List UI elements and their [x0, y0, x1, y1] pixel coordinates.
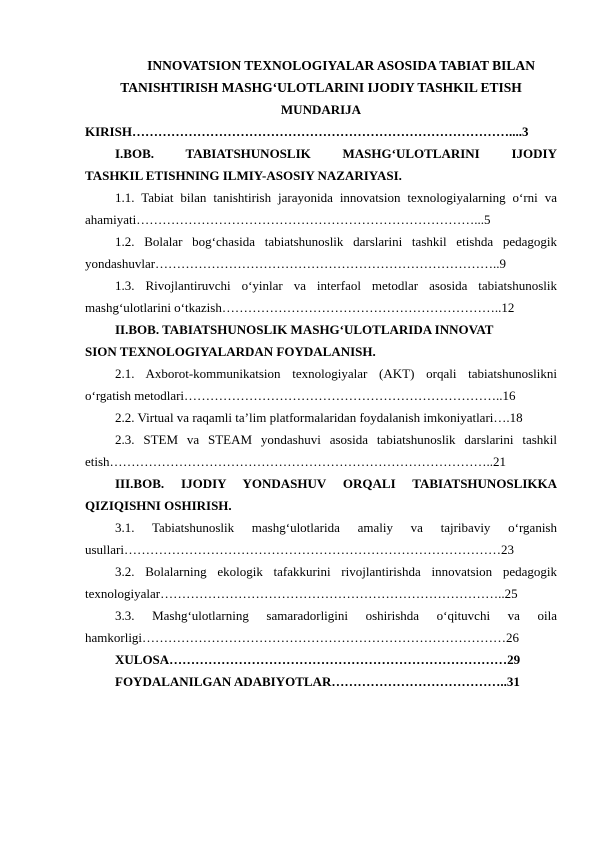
toc-chapter-2-line-1[interactable]: II.BOB. TABIATSHUNOSLIK MASHG‘ULOTLARIDA INNOVAT — [115, 322, 494, 337]
toc-chapter-1-line-1[interactable]: I.BOB. TABIATSHUNOSLIK MASHG‘ULOTLARINI IJODIY — [115, 146, 557, 161]
toc-section-1-3-line-1[interactable]: 1.3. Rivojlantiruvchi o‘yinlar va interfaol metodlar asosida tabiatshunoslik — [115, 278, 557, 293]
toc-section-2-3-line-2[interactable]: etish……………………………………………………………………………..21 — [85, 454, 507, 469]
toc-section-3-2-line-1[interactable]: 3.2. Bolalarning ekologik tafakkurini rivojlantirishda innovatsion pedagogik — [115, 564, 557, 579]
toc-section-3-3-line-2[interactable]: hamkorligi…………………………………………………………………………26 — [85, 630, 520, 645]
title-line-2: TANISHTIRISH MASHG‘ULOTLARINI IJODIY TASHKIL ETISH — [120, 80, 522, 95]
toc-section-3-1-line-2[interactable]: usullari……………………………………………………………………………23 — [85, 542, 514, 557]
toc-section-1-3-line-2[interactable]: mashg‘ulotlarini o‘tkazish………………………………………………………..12 — [85, 300, 515, 315]
toc-section-3-1-line-1[interactable]: 3.1. Tabiatshunoslik mashg‘ulotlarida amaliy va tajribaviy o‘rganish — [115, 520, 557, 535]
toc-section-2-2[interactable]: 2.2. Virtual va raqamli ta’lim platformalaridan foydalanish imkoniyatlari….18 — [115, 410, 523, 425]
toc-section-2-1-line-2[interactable]: o‘rgatish metodlari………………………………………………………………..16 — [85, 388, 516, 403]
toc-section-1-1-line-1[interactable]: 1.1. Tabiat bilan tanishtirish jarayonida innovatsion texnologiyalarning o‘rni va — [115, 190, 557, 205]
toc-entry-kirish[interactable]: KIRISH……………………………………………………………………………....3 — [85, 124, 529, 139]
document-page — [85, 55, 557, 693]
toc-entry-xulosa[interactable]: XULOSA……………………………………………………………………29 — [115, 652, 521, 667]
toc-section-1-2-line-2[interactable]: yondashuvlar……………………………………………………………………..9 — [85, 256, 507, 271]
toc-section-3-2-line-2[interactable]: texnologiyalar……………………………………………………………………..25 — [85, 586, 518, 601]
document-title — [85, 55, 557, 99]
contents-heading: MUNDARIJA — [280, 102, 362, 117]
toc-section-2-1-line-1[interactable]: 2.1. Axborot-kommunikatsion texnologiyalar (AKT) orqali tabiatshunoslikni — [115, 366, 557, 381]
toc-chapter-3-line-1[interactable]: III.BOB. IJODIY YONDASHUV ORQALI TABIATSHUNOSLIKKA — [115, 476, 557, 491]
toc-chapter-3-line-2[interactable]: QIZIQISHNI OSHIRISH. — [85, 498, 232, 513]
toc-section-1-2-line-1[interactable]: 1.2. Bolalar bog‘chasida tabiatshunoslik darslarini tashkil etishda pedagogik — [115, 234, 557, 249]
toc-section-1-1-line-2[interactable]: ahamiyati……………………………………………………………………...5 — [85, 212, 491, 227]
title-line-1: INNOVATSION TEXNOLOGIYALAR ASOSIDA TABIAT BILAN — [147, 58, 535, 73]
toc-chapter-1-line-2[interactable]: TASHKIL ETISHNING ILMIY-ASOSIY NAZARIYASI. — [85, 168, 402, 183]
toc-section-2-3-line-1[interactable]: 2.3. STEM va STEAM yondashuvi asosida tabiatshunoslik darslarini tashkil — [115, 432, 557, 447]
toc-chapter-2-line-2[interactable]: SION TEXNOLOGIYALARDAN FOYDALANISH. — [85, 344, 376, 359]
toc-section-3-3-line-1[interactable]: 3.3. Mashg‘ulotlarning samaradorligini oshirishda o‘qituvchi va oila — [115, 608, 557, 623]
toc-entry-adabiyotlar[interactable]: FOYDALANILGAN ADABIYOTLAR…………………………………..31 — [115, 674, 520, 689]
